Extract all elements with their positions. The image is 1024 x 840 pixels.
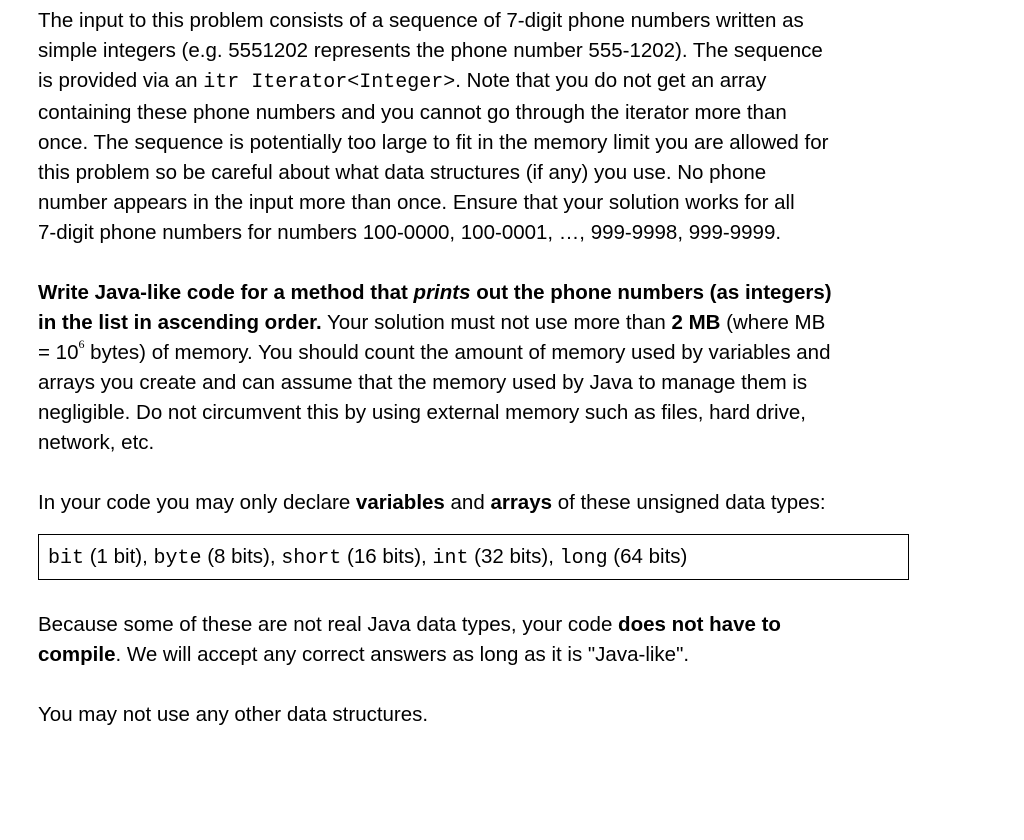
type-long: long	[559, 547, 608, 570]
compile-paragraph	[38, 610, 938, 670]
types-intro-pre: In your code you may only declare	[38, 491, 356, 514]
intro-paragraph	[38, 6, 938, 248]
task-line-2	[38, 308, 938, 338]
closing-paragraph	[38, 700, 938, 730]
type-bit: bit	[48, 547, 85, 570]
data-types-box	[38, 534, 909, 580]
intro-line-5: once. The sequence is potentially too large to fit in the memory limit you are allowed for	[38, 131, 829, 154]
type-byte-desc: (8 bits),	[201, 545, 282, 568]
type-long-desc: (64 bits)	[607, 545, 688, 568]
iterator-code: itr Iterator<Integer>	[203, 71, 456, 94]
task-line-6: network, etc.	[38, 431, 155, 454]
type-short: short	[281, 547, 342, 570]
task-prints-emphasis: prints	[413, 281, 471, 304]
intro-line-2: simple integers (e.g. 5551202 represents the phone number 555-1202). The sequence	[38, 39, 823, 62]
type-byte: byte	[153, 547, 202, 570]
intro-line-7: number appears in the input more than once. Ensure that your solution works for all	[38, 191, 795, 214]
intro-line-3-pre: is provided via an	[38, 69, 204, 92]
task-line-2-b: (where MB	[720, 311, 826, 334]
task-line-3	[38, 338, 938, 368]
problem-statement	[38, 6, 938, 730]
task-bold-post: out the phone numbers (as integers)	[470, 281, 832, 304]
task-line-1	[38, 278, 938, 308]
intro-line-8: 7-digit phone numbers for numbers 100-0000, 100-0001, …, 999-9998, 999-9999.	[38, 221, 782, 244]
compile-post: . We will accept any correct answers as long as it is "Java-like".	[115, 643, 690, 666]
type-bit-desc: (1 bit),	[84, 545, 154, 568]
types-intro-paragraph	[38, 488, 938, 518]
exponent: 6	[78, 337, 85, 352]
closing-line: You may not use any other data structures.	[38, 703, 429, 726]
compile-pre: Because some of these are not real Java data types, your code	[38, 613, 619, 636]
intro-line-4: containing these phone numbers and you cannot go through the iterator more than	[38, 101, 787, 124]
compile-bold-1: does not have to	[618, 613, 781, 636]
intro-line-3	[38, 66, 938, 98]
variables-bold: variables	[355, 491, 445, 514]
task-line-3-post: bytes) of memory. You should count the amount of memory used by variables and	[84, 341, 831, 364]
task-line-3-pre: = 10	[38, 341, 79, 364]
intro-line-6: this problem so be careful about what data structures (if any) you use. No phone	[38, 161, 767, 184]
intro-line-3-post: . Note that you do not get an array	[455, 69, 767, 92]
task-line-2-a: Your solution must not use more than	[321, 311, 672, 334]
task-paragraph	[38, 278, 938, 458]
type-short-desc: (16 bits),	[341, 545, 433, 568]
type-int-desc: (32 bits),	[468, 545, 560, 568]
task-bold-pre: Write Java-like code for a method that	[38, 281, 414, 304]
compile-bold-2: compile	[38, 643, 116, 666]
arrays-bold: arrays	[490, 491, 552, 514]
type-int: int	[432, 547, 469, 570]
types-intro-mid: and	[444, 491, 491, 514]
intro-line-1: The input to this problem consists of a sequence of 7-digit phone numbers written as	[38, 9, 804, 32]
task-bold-line-2: in the list in ascending order.	[38, 311, 322, 334]
memory-limit: 2 MB	[671, 311, 721, 334]
task-line-4: arrays you create and can assume that the memory used by Java to manage them is	[38, 371, 808, 394]
types-intro-post: of these unsigned data types:	[552, 491, 826, 514]
task-line-5: negligible. Do not circumvent this by using external memory such as files, hard drive,	[38, 401, 806, 424]
